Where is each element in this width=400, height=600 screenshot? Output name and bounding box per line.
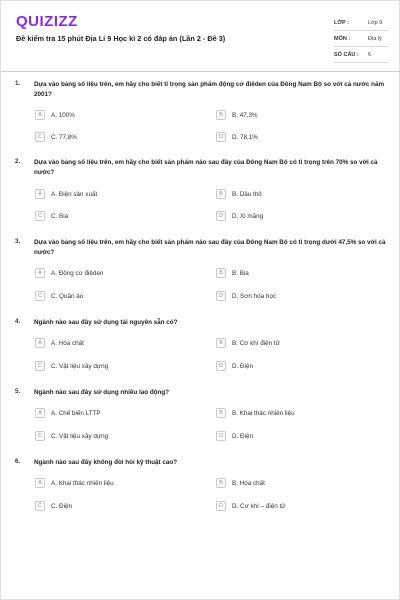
question-text: Ngành nào sau đây sử dụng tài nguyên sẵn có?	[34, 319, 178, 326]
option-letter-box: B	[216, 268, 226, 278]
option-text: A. 100%	[51, 111, 75, 119]
meta-row-count	[334, 47, 388, 63]
option-text: C. Vật liệu xây dựng	[51, 362, 109, 370]
option-a[interactable]	[35, 337, 84, 349]
option-letter-box: A	[35, 189, 45, 199]
document-title: Đề kiểm tra 15 phút Địa Lí 9 Học kì 2 có đáp án (Lần 2 - Đề 3)	[16, 34, 226, 43]
option-b[interactable]	[216, 109, 258, 121]
option-text: D. Xi măng	[232, 212, 264, 220]
option-d[interactable]	[216, 430, 253, 442]
option-text: A. Hóa chất	[51, 339, 84, 347]
option-letter-box: A	[35, 110, 45, 120]
option-letter-box: B	[216, 408, 226, 418]
option-letter-box: C	[35, 132, 45, 142]
option-d[interactable]	[216, 131, 258, 143]
question-text: Dựa vào bảng số liệu trên, em hãy cho biết sản phẩm nào sau đây của Đông Nam Bộ có tỉ trọng trên 70% so với cả nước?	[34, 159, 378, 176]
question-number: 6.	[15, 458, 21, 465]
meta-value: Địa lý	[368, 35, 382, 42]
option-letter-box: D	[216, 291, 226, 301]
option-text: C. Bia	[51, 212, 69, 220]
option-b[interactable]	[216, 337, 280, 349]
meta-label: SỐ CÂU :	[334, 51, 359, 58]
option-a[interactable]	[35, 267, 103, 279]
option-d[interactable]	[216, 360, 253, 372]
option-text: D. Sơn hóa học	[232, 292, 277, 300]
option-letter-box: D	[216, 361, 226, 371]
option-text: B. Dầu thô	[232, 190, 262, 198]
meta-row-class	[334, 15, 388, 31]
option-c[interactable]	[35, 131, 77, 143]
meta-label: LỚP :	[334, 19, 349, 26]
option-text: D. Điện	[232, 432, 253, 440]
option-c[interactable]	[35, 210, 68, 222]
option-d[interactable]	[216, 500, 286, 512]
option-a[interactable]	[35, 477, 114, 489]
option-letter-box: C	[35, 501, 45, 511]
option-letter-box: C	[35, 291, 45, 301]
header-divider	[1, 71, 400, 72]
option-c[interactable]	[35, 500, 72, 512]
option-text: C. Vật liệu xây dựng	[51, 432, 109, 440]
meta-table	[334, 15, 388, 63]
question-text: Ngành nào sau đây không đòi hỏi kỹ thuật cao?	[34, 459, 178, 466]
option-text: B. Hóa chất	[232, 479, 265, 487]
option-c[interactable]	[35, 360, 108, 372]
option-letter-box: A	[35, 338, 45, 348]
option-d[interactable]	[216, 290, 276, 302]
option-letter-box: D	[216, 211, 226, 221]
option-letter-box: C	[35, 361, 45, 371]
option-text: C. 77,8%	[51, 133, 77, 141]
option-text: B. 47,3%	[232, 111, 258, 119]
option-letter-box: B	[216, 338, 226, 348]
option-text: B. Khai thác nhiên liệu	[232, 409, 295, 417]
option-b[interactable]	[216, 477, 265, 489]
quizizz-logo: QUIZIZZ	[16, 13, 78, 30]
option-text: C. Điện	[51, 502, 72, 510]
option-a[interactable]	[35, 109, 75, 121]
meta-value: Lớp 9	[368, 19, 383, 26]
question-number: 5.	[15, 388, 21, 395]
question-number: 4.	[15, 318, 21, 325]
meta-label: MÔN :	[334, 35, 351, 42]
option-letter-box: A	[35, 478, 45, 488]
option-letter-box: A	[35, 408, 45, 418]
option-letter-box: B	[216, 478, 226, 488]
question-text: Dựa vào bảng số liệu trên, em hãy cho biết sản phẩm nào sau đây của Đông Nam Bộ có tỉ trọng dưới 47,5% so với cả nước?	[34, 239, 386, 256]
option-letter-box: D	[216, 431, 226, 441]
option-letter-box: B	[216, 189, 226, 199]
option-a[interactable]	[35, 407, 101, 419]
option-b[interactable]	[216, 267, 249, 279]
option-text: A. Khai thác nhiên liệu	[51, 479, 114, 487]
option-c[interactable]	[35, 290, 83, 302]
option-text: D. Điện	[232, 362, 253, 370]
question-number: 2.	[15, 158, 21, 165]
option-letter-box: D	[216, 132, 226, 142]
option-text: A. Điện sản xuất	[51, 190, 98, 198]
option-b[interactable]	[216, 407, 295, 419]
option-letter-box: D	[216, 501, 226, 511]
option-text: B. Bia	[232, 269, 249, 277]
question-text: Ngành nào sau đây sử dụng nhiều lao động?	[34, 389, 170, 396]
option-letter-box: B	[216, 110, 226, 120]
option-letter-box: C	[35, 431, 45, 441]
option-text: D. 78,1%	[232, 133, 258, 141]
question-number: 3.	[15, 238, 21, 245]
option-a[interactable]	[35, 188, 97, 200]
option-text: C. Quần áo	[51, 292, 84, 300]
option-text: D. Cơ khí – điện tử	[232, 502, 286, 510]
option-text: A. Chế biến LTTP	[51, 409, 101, 417]
option-text: B. Cơ khí điện tử	[232, 339, 280, 347]
option-b[interactable]	[216, 188, 262, 200]
option-letter-box: A	[35, 268, 45, 278]
question-number: 1.	[15, 80, 21, 87]
option-c[interactable]	[35, 430, 108, 442]
question-text: Dựa vào bảng số liệu trên, em hãy cho biết tỉ trọng sản phẩm động cơ điêden của Đông Nam Bộ so với cả nước năm 2001?	[34, 81, 385, 98]
option-d[interactable]	[216, 210, 263, 222]
meta-value: 6	[368, 51, 372, 58]
option-text: A. Động cơ điêden	[51, 269, 104, 277]
meta-row-subject	[334, 31, 388, 47]
option-letter-box: C	[35, 211, 45, 221]
